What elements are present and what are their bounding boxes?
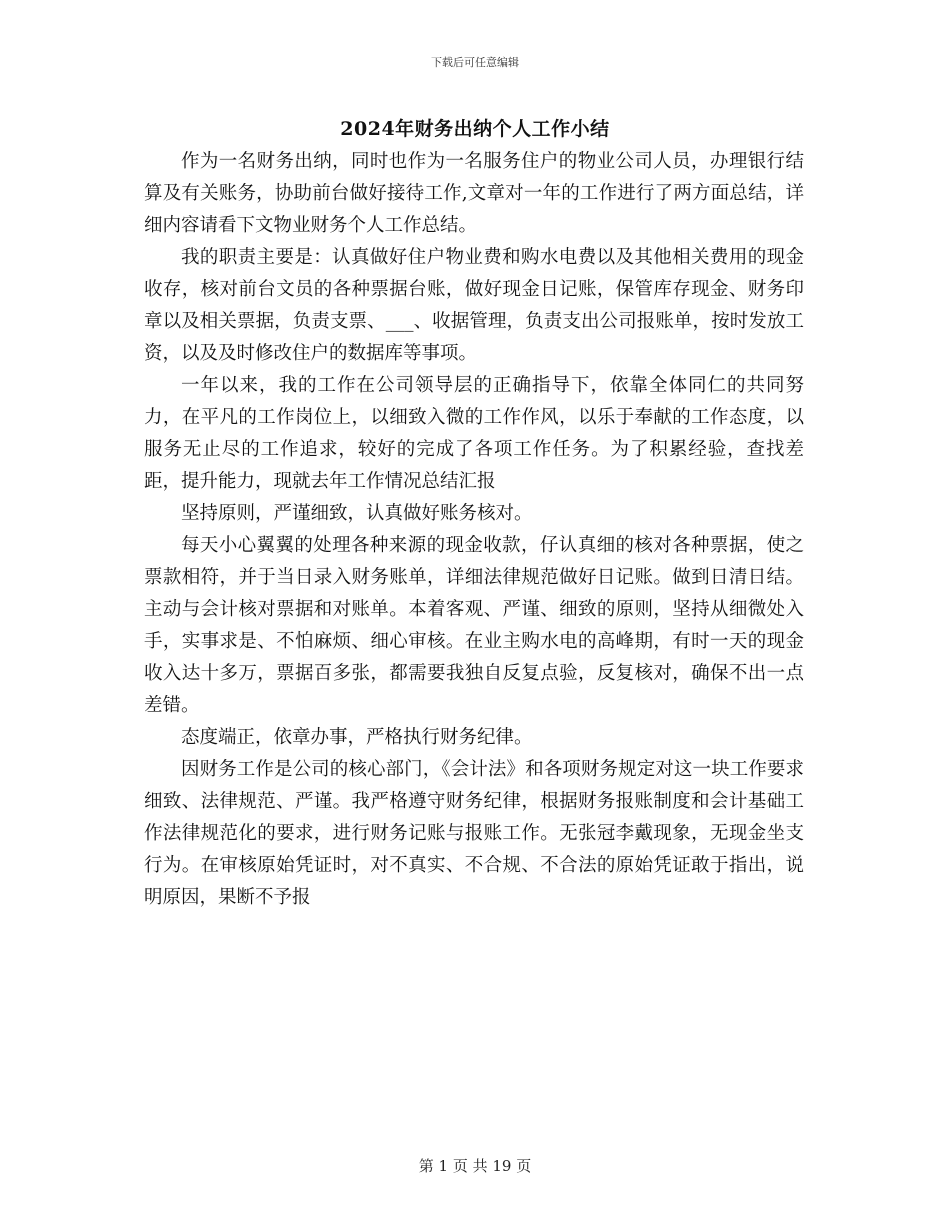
paragraph-7: 因财务工作是公司的核心部门，《会计法》和各项财务规定对这一块工作要求细致、法律规范、严谨。我严格遵守财务纪律，根据财务报账制度和会计基础工作法律规范化的要求，进行财务记账与报账工作。无张冠李戴现象，无现金坐支行为。在审核原始凭证时，对不真实、不合规、不合法的原始凭证敢于指出，说明原因，果断不予报 — [144, 759, 804, 908]
page-footer: 第 1 页 共 19 页 — [418, 1157, 532, 1175]
paragraph-3: 一年以来，我的工作在公司领导层的正确指导下，依靠全体同仁的共同努力，在平凡的工作岗位上，以细致入微的工作作风，以乐于奉献的工作态度，以服务无止尽的工作追求，较好的完成了各项工作任务。为了积累经验，查找差距，提升能力，现就去年工作情况总结汇报 — [144, 375, 804, 492]
page-header: 下载后可任意编辑 — [431, 56, 519, 69]
document-title: 2024年财务出纳个人工作小结 — [340, 118, 610, 140]
paragraph-6: 态度端正，依章办事，严格执行财务纪律。 — [181, 727, 533, 748]
paragraph-2: 我的职责主要是：认真做好住户物业费和购水电费以及其他相关费用的现金收存，核对前台文员的各种票据台账，做好现金日记账，保管库存现金、财务印章以及相关票据，负责支票、___、收据管理，负责支出公司报账单，按时发放工资，以及及时修改住户的数据库等事项。 — [144, 247, 804, 364]
paragraph-5: 每天小心翼翼的处理各种来源的现金收款，仔认真细的核对各种票据，使之票款相符，并于当日录入财务账单，详细法律规范做好日记账。做到日清日结。主动与会计核对票据和对账单。本着客观、严谨、细致的原则，坚持从细微处入手，实事求是、不怕麻烦、细心审核。在业主购水电的高峰期，有时一天的现金收入达十多万，票据百多张，都需要我独自反复点验，反复核对，确保不出一点差错。 — [144, 535, 804, 716]
paragraph-4: 坚持原则，严谨细致，认真做好账务核对。 — [181, 503, 533, 524]
paragraph-1: 作为一名财务出纳，同时也作为一名服务住户的物业公司人员，办理银行结算及有关账务，协助前台做好接待工作,文章对一年的工作进行了两方面总结，详细内容请看下文物业财务个人工作总结。 — [144, 151, 804, 236]
document-body — [144, 146, 804, 914]
